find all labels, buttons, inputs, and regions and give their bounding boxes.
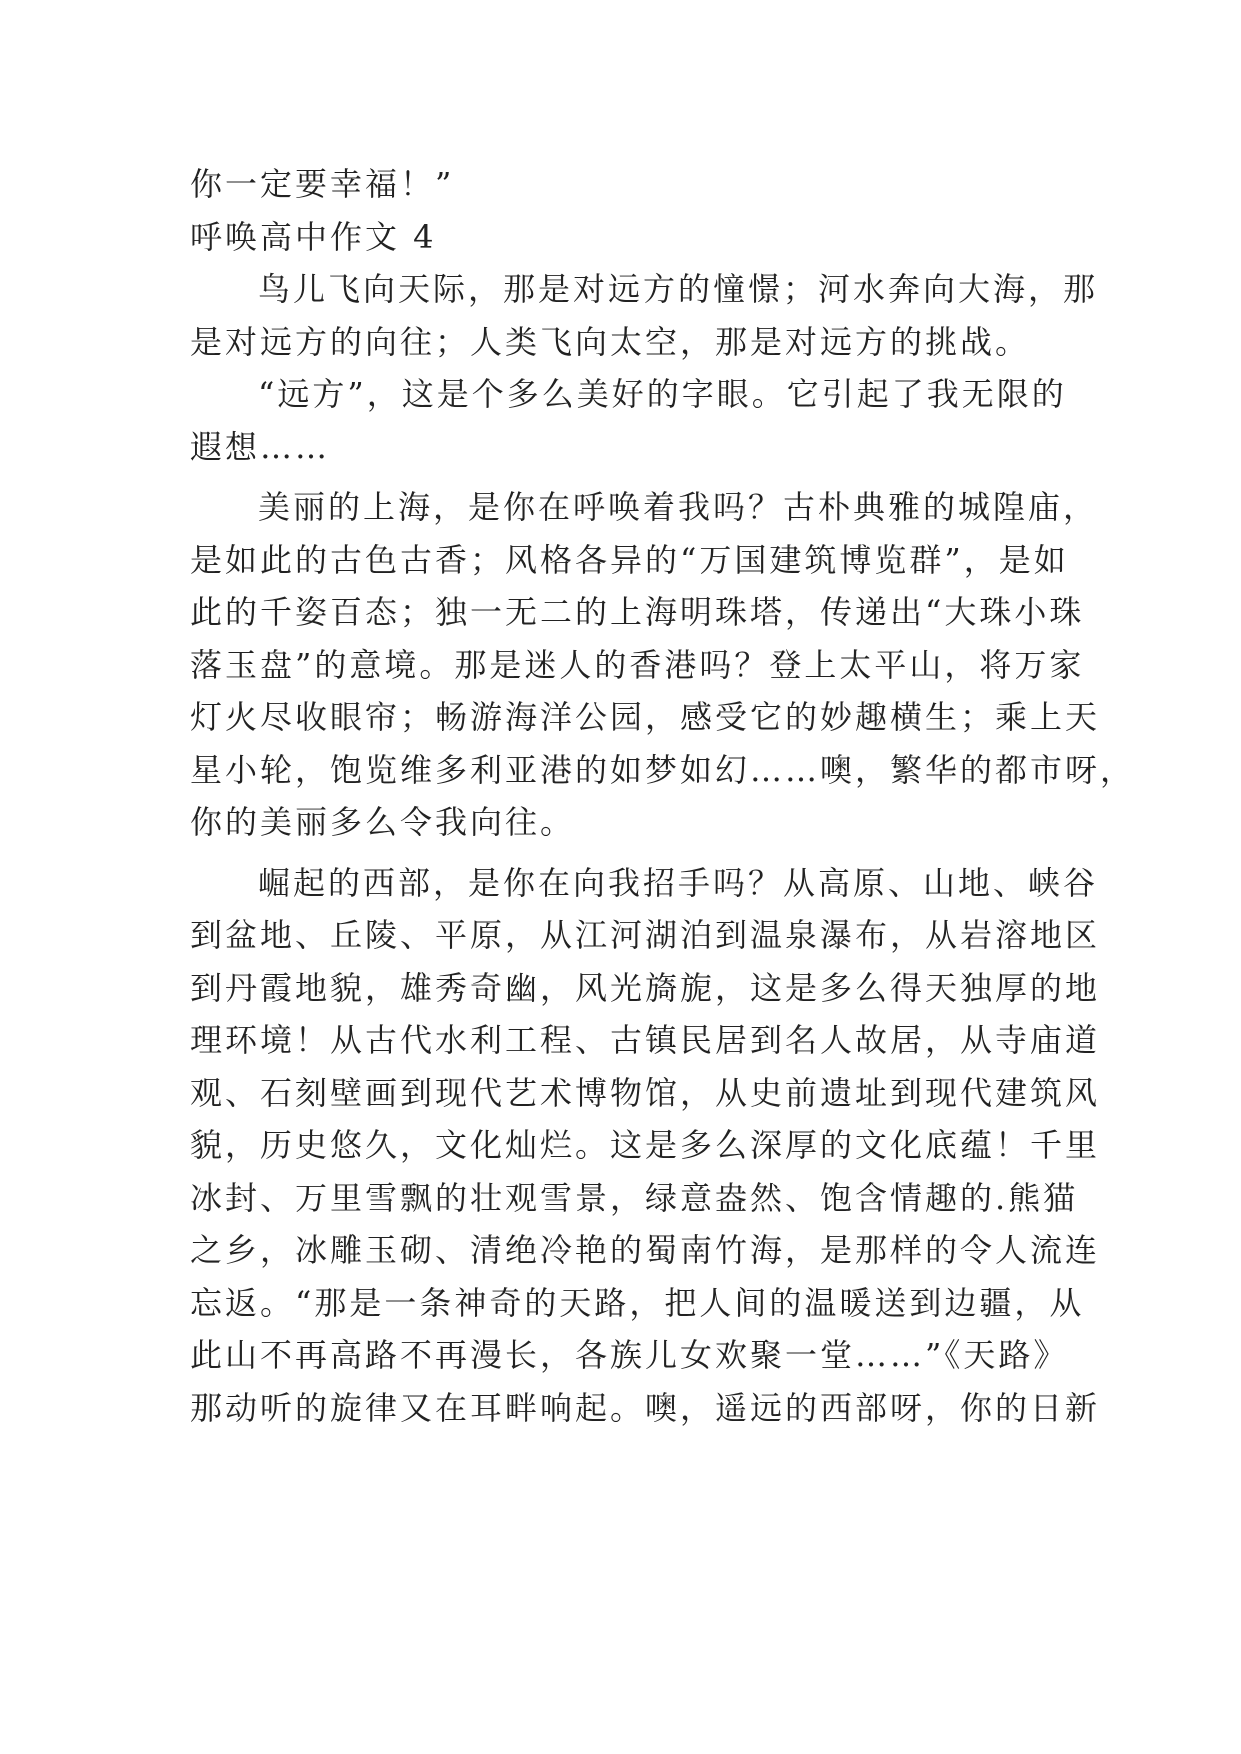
paragraph-3 bbox=[190, 481, 1136, 849]
paragraph-line: 此山不再高路不再漫长，各族儿女欢聚一堂……”《天路》 bbox=[190, 1336, 1069, 1374]
paragraph-line: 理环境！从古代水利工程、古镇民居到名人故居，从寺庙道 bbox=[190, 1021, 1101, 1059]
paragraph-line: 此的千姿百态；独一无二的上海明珠塔，传递出“大珠小珠 bbox=[190, 593, 1085, 631]
paragraph-line: 是对远方的向往；人类飞向太空，那是对远方的挑战。 bbox=[190, 322, 1031, 361]
paragraph-line: “远方”，这是个多么美好的字眼。它引起了我无限的 bbox=[258, 375, 1067, 413]
paragraph-line: 冰封、万里雪飘的壮观雪景，绿意盎然、饱含情趣的.熊猫 bbox=[190, 1178, 1079, 1217]
paragraph-gap bbox=[190, 849, 1052, 857]
section-title: 呼唤高中作文 4 bbox=[190, 217, 437, 256]
paragraph-1 bbox=[190, 263, 1099, 368]
paragraph-4 bbox=[190, 857, 1101, 1435]
paragraph-line: 崛起的西部，是你在向我招手吗？从高原、山地、峡谷 bbox=[258, 863, 1099, 902]
document-body bbox=[190, 158, 1136, 1434]
paragraph-line: 遐想…… bbox=[190, 427, 331, 466]
paragraph-line: 忘返。“那是一条神奇的天路，把人间的温暖送到边疆，从 bbox=[190, 1283, 1085, 1322]
paragraph-line: 到丹霞地貌，雄秀奇幽，风光旖旎，这是多么得天独厚的地 bbox=[190, 968, 1101, 1007]
paragraph-line: 鸟儿飞向天际，那是对远方的憧憬；河水奔向大海，那 bbox=[258, 270, 1099, 308]
paragraph-line: 观、石刻壁画到现代艺术博物馆，从史前遗址到现代建筑风 bbox=[190, 1073, 1101, 1112]
paragraph-gap bbox=[190, 473, 1052, 481]
paragraph-line: 貌，历史悠久，文化灿烂。这是多么深厚的文化底蕴！千里 bbox=[190, 1126, 1101, 1164]
paragraph-line: 星小轮，饱览维多利亚港的如梦如幻……噢，繁华的都市呀， bbox=[190, 750, 1136, 789]
paragraph-line: 美丽的上海，是你在呼唤着我吗？古朴典雅的城隍庙， bbox=[258, 488, 1099, 526]
paragraph-line: 那动听的旋律又在耳畔响起。噢，遥远的西部呀，你的日新 bbox=[190, 1388, 1101, 1427]
paragraph-line: 之乡，冰雕玉砌、清绝冷艳的蜀南竹海，是那样的令人流连 bbox=[190, 1231, 1101, 1269]
paragraph-line: 到盆地、丘陵、平原，从江河湖泊到温泉瀑布，从岩溶地区 bbox=[190, 916, 1101, 954]
paragraph-2 bbox=[190, 368, 1067, 473]
paragraph-line: 你的美丽多么令我向往。 bbox=[190, 803, 576, 841]
paragraph-line: 灯火尽收眼帘；畅游海洋公园，感受它的妙趣横生；乘上天 bbox=[190, 698, 1101, 736]
paragraph-line: 落玉盘”的意境。那是迷人的香港吗？登上太平山，将万家 bbox=[190, 645, 1085, 684]
paragraph-line: 是如此的古色古香；风格各异的“万国建筑博览群”，是如 bbox=[190, 540, 1069, 579]
carry-over-line: 你一定要幸福！” bbox=[190, 165, 455, 203]
